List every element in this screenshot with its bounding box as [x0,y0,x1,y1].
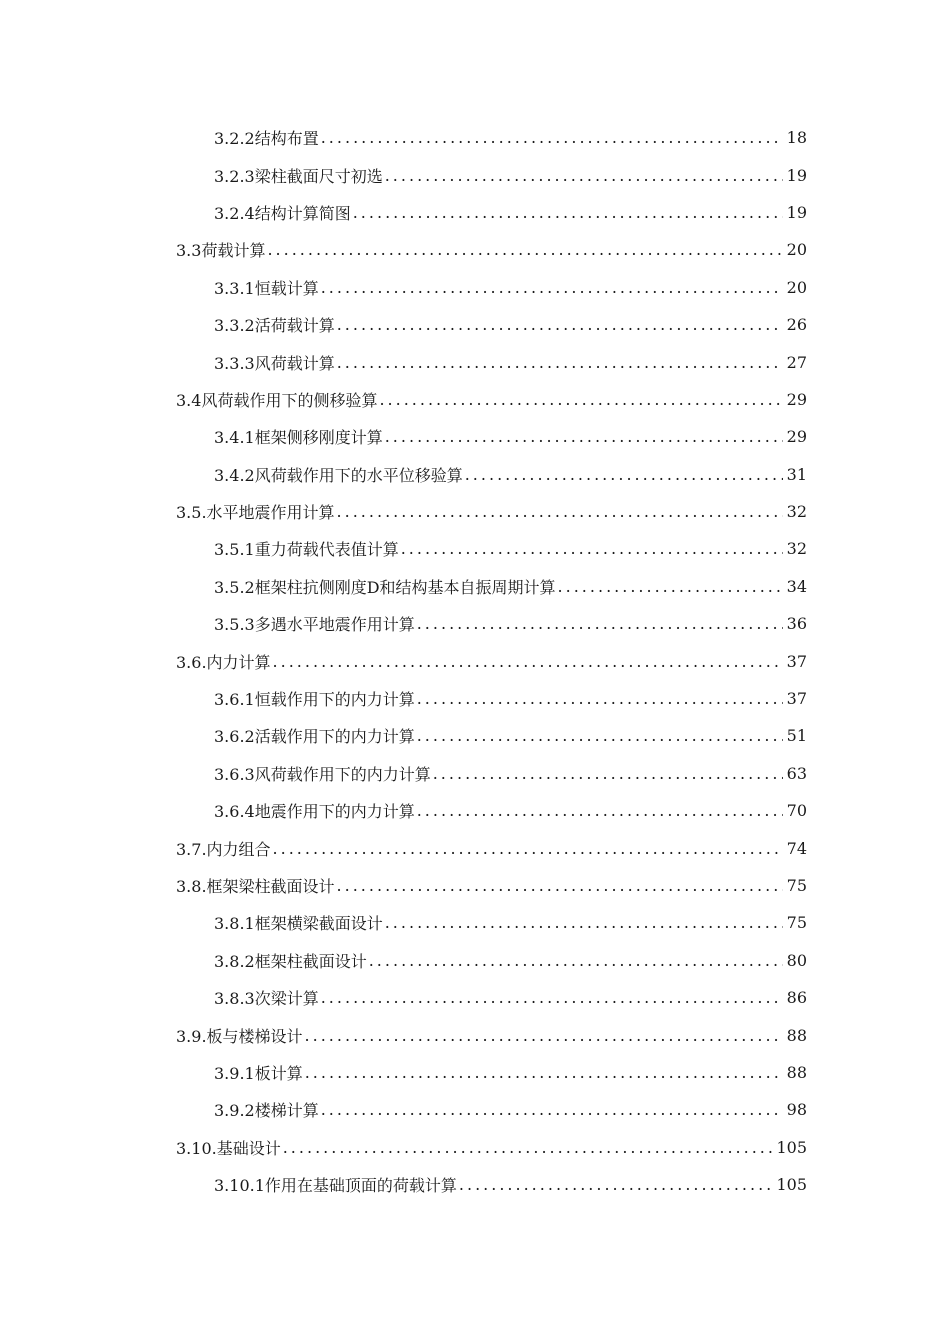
toc-entry-title: 3.4风荷载作用下的侧移验算 [176,390,378,410]
toc-section-entry[interactable] [0,1129,950,1166]
dot-leader [385,427,783,446]
dot-leader [337,876,783,895]
toc-entry-title: 3.3.1恒载计算 [214,278,319,298]
dot-leader [337,315,783,334]
dot-leader [337,353,783,372]
dot-leader [267,240,782,259]
toc-subsection-entry[interactable] [0,942,950,979]
toc-entry-title: 3.6.4地震作用下的内力计算 [214,802,415,822]
toc-section-entry[interactable] [0,829,950,866]
dot-leader [337,502,783,521]
toc-entry-title: 3.2.3梁柱截面尺寸初选 [214,166,383,186]
toc-entry-page-number: 63 [786,763,807,783]
dot-leader [417,614,783,633]
toc-entry-title: 3.10.基础设计 [176,1138,281,1158]
toc-entry-page-number: 27 [786,352,807,372]
toc-subsection-entry[interactable] [0,680,950,717]
toc-entry-title: 3.2.4结构计算简图 [214,203,351,223]
toc-subsection-entry[interactable] [0,306,950,343]
toc-subsection-entry[interactable] [0,1054,950,1091]
dot-leader [417,726,783,745]
toc-entry-page-number: 88 [786,1062,807,1082]
toc-entry-page-number: 88 [786,1025,807,1045]
dot-leader [305,1026,783,1045]
toc-entry-title: 3.4.2风荷载作用下的水平位移验算 [214,465,463,485]
toc-entry-page-number: 86 [786,988,807,1008]
toc-entry-title: 3.8.2框架柱截面设计 [214,951,367,971]
toc-subsection-entry[interactable] [0,194,950,231]
toc-entry-page-number: 75 [786,876,807,895]
toc-entry-title: 3.6.1恒载作用下的内力计算 [214,690,415,710]
dot-leader [385,913,783,932]
toc-entry-page-number: 37 [786,689,807,709]
toc-entry-page-number: 37 [786,651,807,671]
toc-entry-page-number: 75 [786,913,807,933]
dot-leader [417,689,783,708]
toc-section-entry[interactable] [0,1016,950,1053]
toc-entry-title: 3.9.板与楼梯设计 [176,1026,303,1046]
dot-leader [459,1175,773,1194]
toc-section-entry[interactable] [0,867,950,904]
dot-leader [273,839,783,858]
dot-leader [321,128,783,147]
toc-entry-title: 3.9.2楼梯计算 [214,1101,319,1121]
toc-subsection-entry[interactable] [0,119,950,156]
toc-entry-page-number: 32 [786,539,807,559]
toc-entry-title: 3.2.2结构布置 [214,129,319,149]
dot-leader [558,577,783,596]
toc-entry-title: 3.6.内力计算 [176,652,271,672]
dot-leader [321,1100,783,1119]
toc-subsection-entry[interactable] [0,1166,950,1203]
toc-entry-page-number: 29 [786,427,807,447]
toc-subsection-entry[interactable] [0,456,950,493]
dot-leader [305,1063,783,1082]
toc-subsection-entry[interactable] [0,343,950,380]
toc-entry-title: 3.7.内力组合 [176,839,271,859]
toc-entry-title: 3.8.框架梁柱截面设计 [176,877,335,896]
toc-subsection-entry[interactable] [0,418,950,455]
toc-subsection-entry[interactable] [0,717,950,754]
toc-entry-page-number: 98 [786,1100,807,1120]
toc-subsection-entry[interactable] [0,792,950,829]
toc-entry-page-number: 70 [786,801,807,821]
toc-subsection-entry[interactable] [0,755,950,792]
toc-entry-page-number: 18 [786,128,807,148]
toc-section-entry[interactable] [0,381,950,418]
dot-leader [433,764,783,783]
toc-entry-page-number: 105 [776,1137,807,1157]
toc-entry-title: 3.6.2活载作用下的内力计算 [214,727,415,747]
toc-entry-page-number: 29 [786,389,807,409]
toc-subsection-entry[interactable] [0,1091,950,1128]
dot-leader [401,539,783,558]
toc-entry-title: 3.8.3次梁计算 [214,989,319,1009]
toc-entry-title: 3.5.2框架柱抗侧刚度D和结构基本自振周期计算 [214,577,556,597]
dot-leader [321,988,783,1007]
toc-entry-page-number: 19 [786,202,807,222]
toc-entry-page-number: 74 [786,838,807,858]
dot-leader [273,652,783,671]
dot-leader [465,465,783,484]
toc-subsection-entry[interactable] [0,156,950,193]
toc-entry-page-number: 20 [786,240,807,260]
toc-entry-page-number: 26 [786,315,807,335]
dot-leader [283,1138,773,1157]
toc-entry-title: 3.5.水平地震作用计算 [176,503,335,523]
toc-entry-title: 3.3.2活荷载计算 [214,316,335,336]
table-of-contents [0,119,950,1203]
toc-section-entry[interactable] [0,231,950,268]
dot-leader [385,166,783,185]
toc-section-entry[interactable] [0,493,950,530]
toc-subsection-entry[interactable] [0,979,950,1016]
toc-entry-title: 3.8.1框架横梁截面设计 [214,914,383,934]
toc-entry-title: 3.5.3多遇水平地震作用计算 [214,615,415,635]
toc-entry-title: 3.4.1框架侧移刚度计算 [214,428,383,448]
dot-leader [417,801,783,820]
toc-entry-title: 3.10.1作用在基础顶面的荷载计算 [214,1176,457,1196]
toc-entry-title: 3.5.1重力荷载代表值计算 [214,540,399,560]
dot-leader [369,951,783,970]
toc-subsection-entry[interactable] [0,904,950,941]
toc-subsection-entry[interactable] [0,530,950,567]
toc-entry-title: 3.3.3风荷载计算 [214,353,335,373]
toc-entry-title: 3.3荷载计算 [176,241,266,261]
dot-leader [379,390,782,409]
toc-subsection-entry[interactable] [0,568,950,605]
toc-subsection-entry[interactable] [0,269,950,306]
toc-entry-title: 3.6.3风荷载作用下的内力计算 [214,764,431,784]
toc-entry-page-number: 36 [786,614,807,634]
toc-section-entry[interactable] [0,642,950,679]
dot-leader [353,203,783,222]
toc-entry-page-number: 19 [786,165,807,185]
dot-leader [321,278,783,297]
toc-entry-page-number: 32 [786,502,807,522]
toc-entry-page-number: 20 [786,277,807,297]
toc-entry-page-number: 80 [786,950,807,970]
toc-entry-page-number: 31 [786,464,807,484]
toc-entry-page-number: 105 [776,1175,807,1195]
toc-entry-title: 3.9.1板计算 [214,1063,303,1083]
toc-entry-page-number: 34 [786,576,807,596]
toc-entry-page-number: 51 [786,726,807,746]
toc-subsection-entry[interactable] [0,605,950,642]
